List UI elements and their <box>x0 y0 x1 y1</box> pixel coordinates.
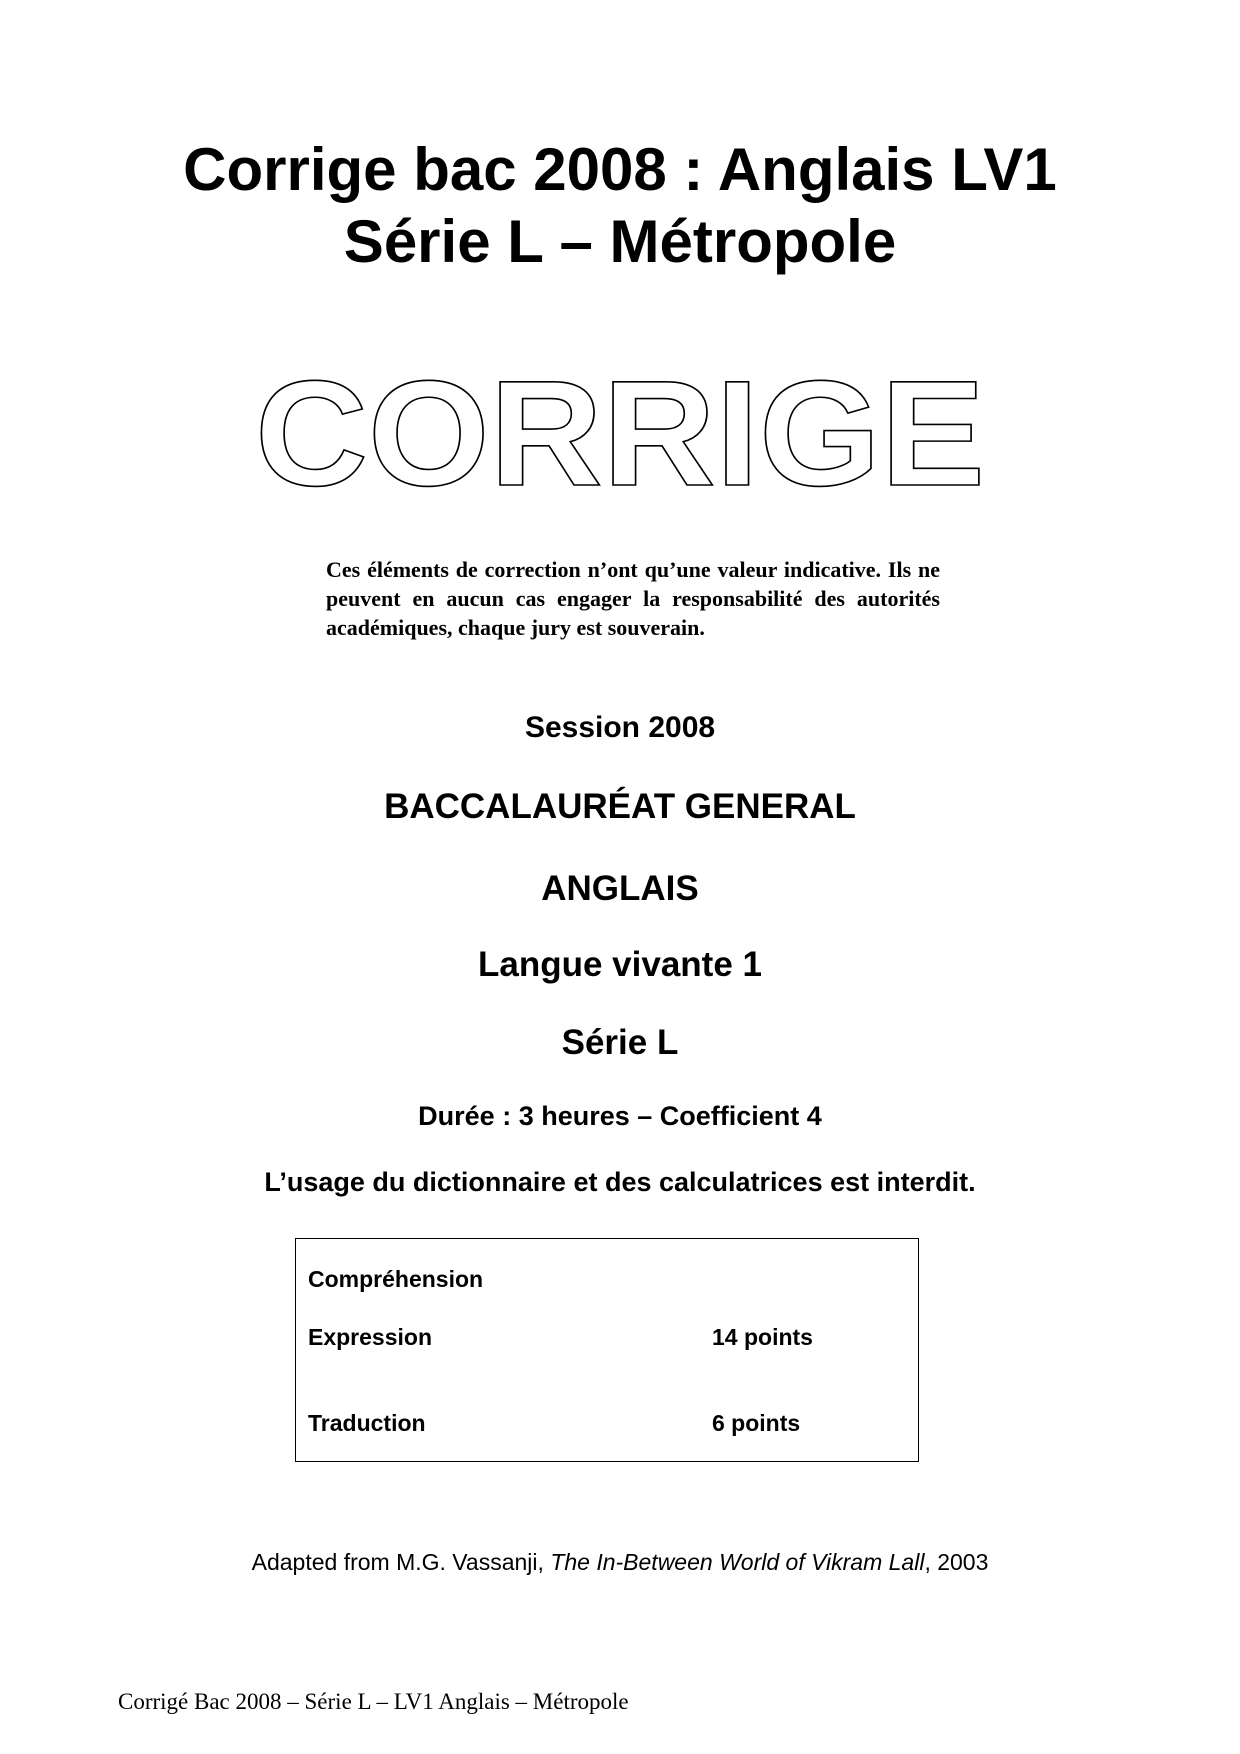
page-title-line-2: Série L – Métropole <box>343 208 897 275</box>
disclaimer-text: Ces éléments de correction n’ont qu’une valeur indicative. Ils ne peuvent en aucun cas engager la responsabilité des autorités académiques, chaque jury est souverain. <box>326 557 940 640</box>
series-label: Série L <box>561 1023 679 1062</box>
degree-label: BACCALAURÉAT GENERAL <box>384 787 856 826</box>
score-row-label-traduction: Traduction <box>308 1410 426 1436</box>
duration-label: Durée : 3 heures – Coefficient 4 <box>418 1101 822 1131</box>
corrige-watermark <box>250 365 990 495</box>
subject-label: ANGLAIS <box>541 869 699 908</box>
source-citation <box>0 1548 1240 1576</box>
watermark-text: CORRIGE <box>255 365 985 495</box>
score-row-points-traduction: 6 points <box>712 1410 801 1436</box>
score-row-label-expression: Expression <box>308 1324 432 1350</box>
session-label: Session 2008 <box>524 711 716 744</box>
score-row-label-comprehension: Compréhension <box>308 1266 484 1292</box>
page-footer: Corrigé Bac 2008 – Série L – LV1 Anglais – Métropole <box>118 1689 629 1714</box>
rules-label: L’usage du dictionnaire et des calculatrices est interdit. <box>264 1167 976 1197</box>
score-row-points-expression: 14 points <box>712 1324 813 1350</box>
source-prefix: Adapted from M.G. Vassanji, <box>251 1549 551 1575</box>
language-level-label: Langue vivante 1 <box>478 945 762 984</box>
score-table <box>295 1238 919 1462</box>
source-work-title: The In-Between World of Vikram Lall <box>550 1549 925 1575</box>
source-suffix: , 2003 <box>924 1549 989 1575</box>
page-title-line-1: Corrige bac 2008 : Anglais LV1 <box>183 136 1057 203</box>
